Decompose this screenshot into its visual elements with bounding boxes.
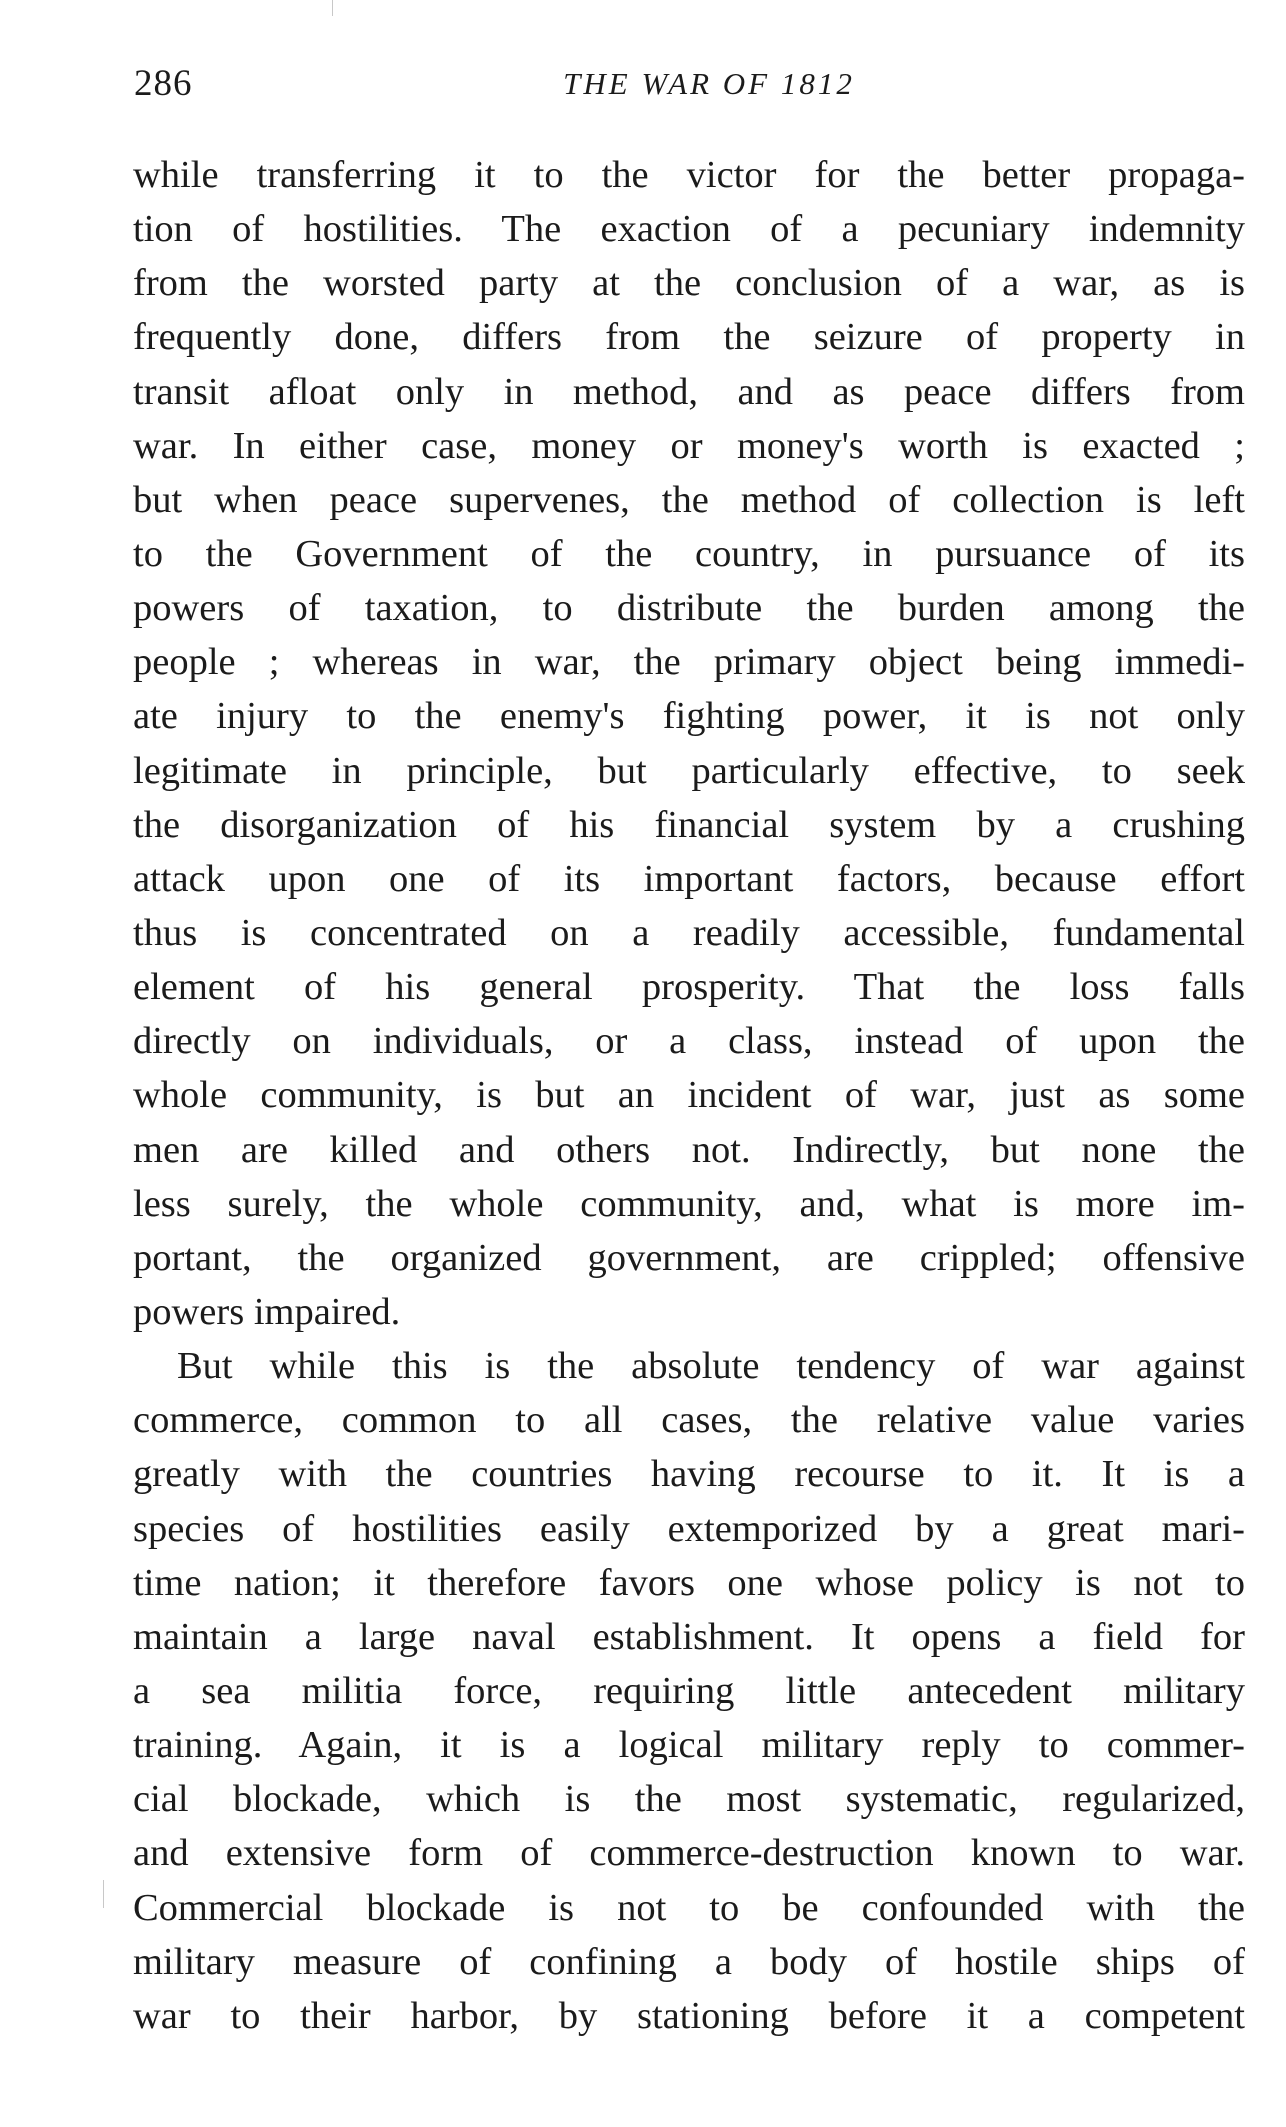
text-line: but when peace supervenes, the method of collection is left (133, 478, 1245, 521)
text-line: powers of taxation, to distribute the burden among the (133, 587, 1245, 630)
text-line: from the worsted party at the conclusion of a war, as is (133, 262, 1245, 305)
body-text (133, 148, 1245, 2043)
text-line: frequently done, differs from the seizure of property in (133, 316, 1245, 359)
text-line: ate injury to the enemy's fighting power, it is not only (133, 695, 1245, 738)
text-line: war. In either case, money or money's worth is exacted ; (133, 424, 1245, 467)
text-line: military measure of confining a body of hostile ships of (133, 1940, 1245, 1983)
text-line: directly on individuals, or a class, instead of upon the (133, 1020, 1245, 1063)
running-title: THE WAR OF 1812 (563, 66, 855, 101)
text-line: commerce, common to all cases, the relative value varies (133, 1399, 1245, 1442)
text-line: to the Government of the country, in pursuance of its (133, 532, 1245, 575)
text-line: maintain a large naval establishment. It opens a field for (133, 1615, 1245, 1658)
text-line: war to their harbor, by stationing before it a competent (133, 1994, 1245, 2037)
paragraph (133, 1339, 1245, 2043)
text-line: powers impaired. (133, 1290, 401, 1333)
text-line: element of his general prosperity. That the loss falls (133, 966, 1245, 1009)
text-line: and extensive form of commerce-destruction known to war. (133, 1832, 1245, 1875)
text-line: thus is concentrated on a readily accessible, fundamental (133, 911, 1245, 954)
page-number: 286 (134, 63, 193, 104)
text-line: training. Again, it is a logical military reply to commer- (133, 1724, 1245, 1767)
scan-mark-left (103, 1880, 104, 1908)
scan-mark-top (332, 0, 333, 16)
text-line: greatly with the countries having recourse to it. It is a (133, 1453, 1245, 1496)
text-line: Commercial blockade is not to be confounded with the (133, 1886, 1245, 1929)
text-line: transit afloat only in method, and as peace differs from (133, 370, 1245, 413)
text-line: cial blockade, which is the most systematic, regularized, (133, 1778, 1245, 1821)
text-line: the disorganization of his financial system by a crushing (133, 803, 1245, 846)
text-line: men are killed and others not. Indirectly, but none the (133, 1128, 1245, 1171)
paragraph (133, 148, 1245, 1339)
text-line: a sea militia force, requiring little antecedent military (133, 1669, 1245, 1712)
text-line: attack upon one of its important factors, because effort (133, 857, 1245, 900)
text-line: while transferring it to the victor for the better propaga- (133, 154, 1245, 196)
text-line: But while this is the absolute tendency of war against (177, 1345, 1245, 1388)
text-line: tion of hostilities. The exaction of a pecuniary indemnity (133, 208, 1245, 251)
text-line: species of hostilities easily extemporized by a great mari- (133, 1507, 1245, 1550)
text-line: people ; whereas in war, the primary object being immedi- (133, 641, 1245, 684)
text-line: time nation; it therefore favors one whose policy is not to (133, 1561, 1245, 1604)
text-line: portant, the organized government, are crippled; offensive (133, 1236, 1245, 1279)
text-line: less surely, the whole community, and, what is more im- (133, 1182, 1245, 1225)
text-line: legitimate in principle, but particularly effective, to seek (133, 749, 1245, 792)
running-head (134, 62, 1254, 112)
text-line: whole community, is but an incident of war, just as some (133, 1074, 1245, 1117)
